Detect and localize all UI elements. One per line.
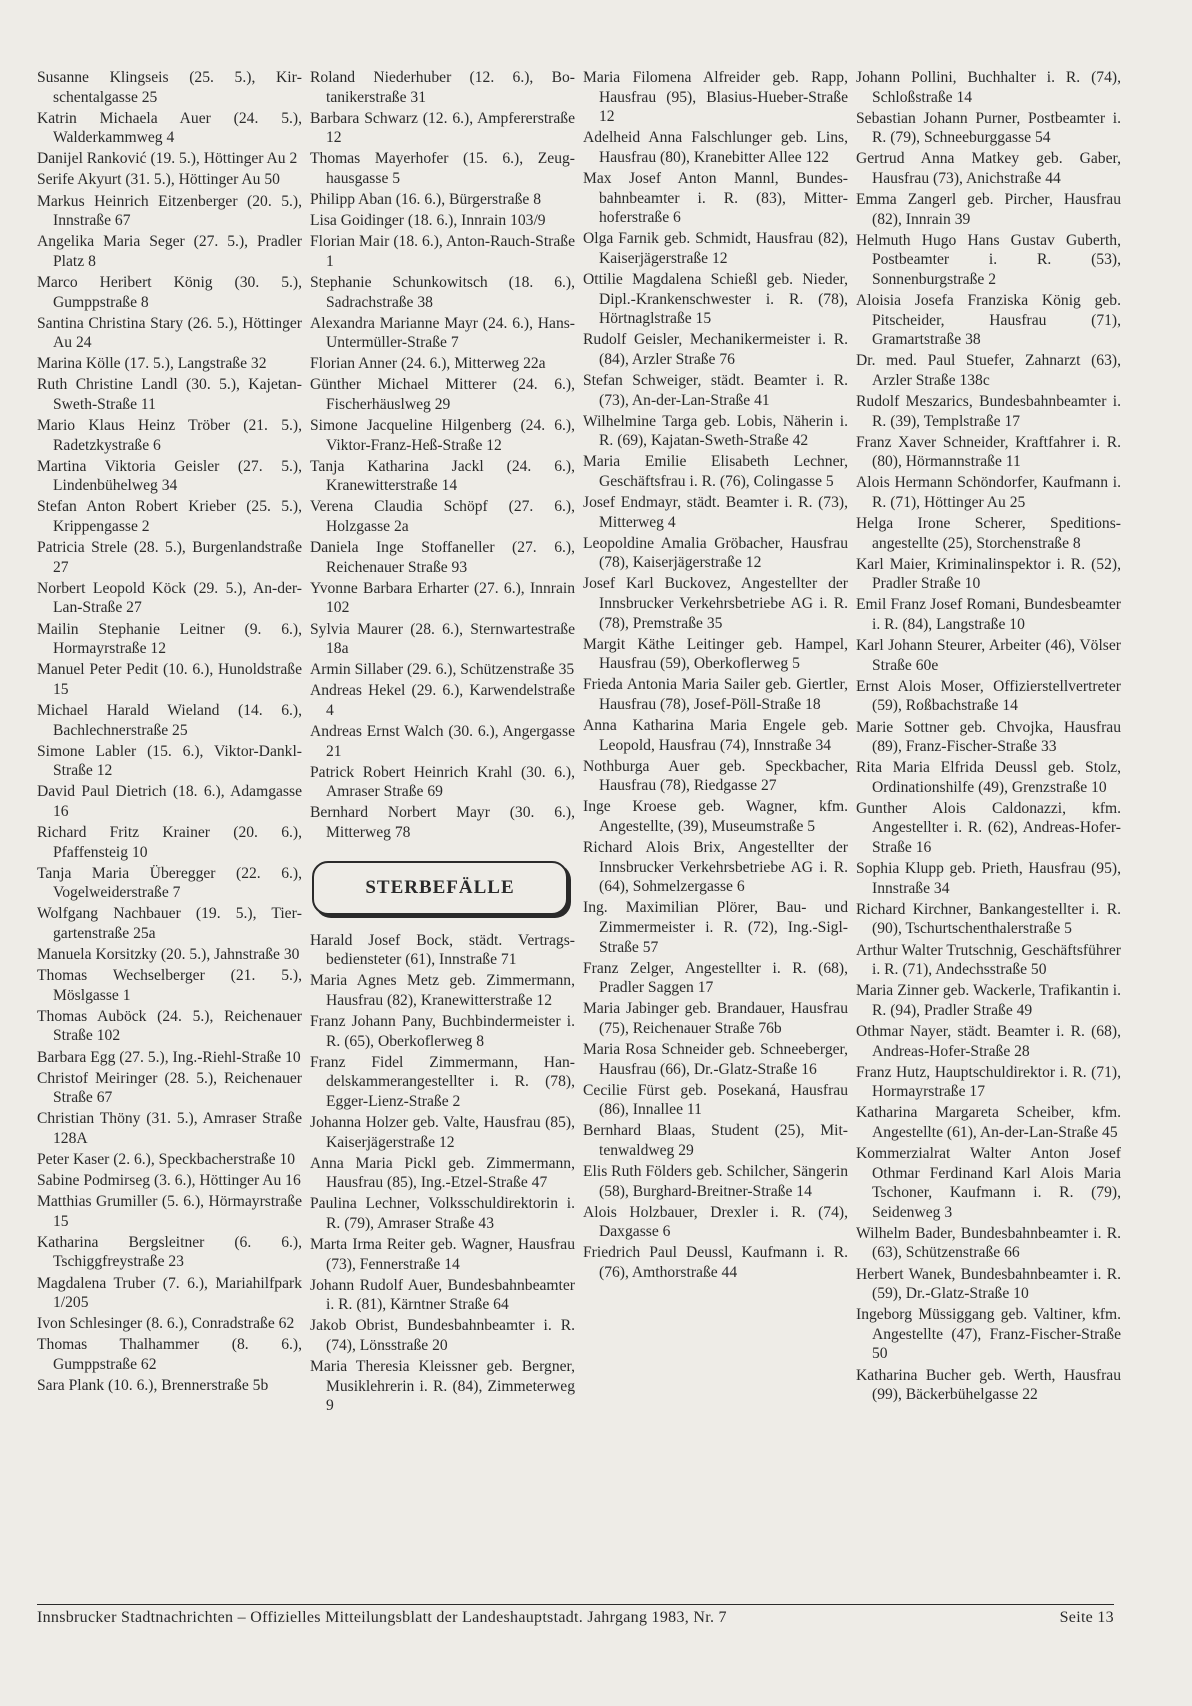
birth-entry: Thomas Mayerhofer (15. 6.), Zeughausgasse 5	[310, 150, 575, 187]
birth-entry: Ruth Christine Landl (30. 5.), Kajetan-Sweth-Straße 11	[37, 376, 302, 413]
death-entry: Arthur Walter Trutschnig, Geschäftsführer i. R. (71), Andechsstraße 50	[856, 941, 1121, 979]
footer-publication: Innsbrucker Stadtnachrichten – Offizielles Mitteilungsblatt der Landeshauptstadt. Jahrgang 1983, Nr. 7	[37, 1609, 727, 1626]
birth-entry: Patrick Robert Heinrich Krahl (30. 6.), Amraser Straße 69	[310, 763, 575, 801]
death-entry: Rita Maria Elfrida Deussl geb. Stolz, Ordinationshilfe (49), Grenzstraße 10	[856, 759, 1121, 796]
birth-entry: Barbara Schwarz (12. 6.), Ampfererstraße 12	[310, 109, 575, 147]
birth-entry: Katharina Bergsleitner (6. 6.), Tschiggfreystraße 23	[37, 1233, 302, 1271]
death-entry: Wilhelm Bader, Bundesbahnbeamter i. R. (63), Schützenstraße 66	[856, 1224, 1121, 1262]
death-entry: Johann Pollini, Buchhalter i. R. (74), Schloßstraße 14	[856, 69, 1121, 106]
birth-entry: Richard Fritz Krainer (20. 6.), Pfaffensteig 10	[37, 823, 302, 861]
birth-entry: Günther Michael Mitterer (24. 6.), Fischerhäuslweg 29	[310, 376, 575, 413]
birth-entry: Verena Claudia Schöpf (27. 6.), Holzgasse 2a	[310, 498, 575, 536]
death-entry: Elis Ruth Földers geb. Schilcher, Sängerin (58), Burghard-Breitner-Straße 14	[583, 1163, 848, 1200]
death-entry: Gertrud Anna Matkey geb. Gaber, Hausfrau (73), Anichstraße 44	[856, 150, 1121, 187]
deaths-list	[310, 931, 575, 1416]
death-entry: Adelheid Anna Falschlunger geb. Lins, Hausfrau (80), Kranebitter Allee 122	[583, 129, 848, 166]
birth-entry: Daniela Inge Stoffaneller (27. 6.), Reichenauer Straße 93	[310, 539, 575, 576]
death-entry: Johanna Holzer geb. Valte, Hausfrau (85), Kaiserjägerstraße 12	[310, 1113, 575, 1151]
death-entry: Sebastian Johann Purner, Postbeamter i. R. (79), Schneeburggasse 54	[856, 109, 1121, 147]
birth-entry: Andreas Hekel (29. 6.), Karwendelstraße 4	[310, 682, 575, 719]
death-entry: Franz Fidel Zimmermann, Handelskammerangestellter i. R. (78), Egger-Lienz-Straße 2	[310, 1053, 575, 1110]
birth-entry: Manuela Korsitzky (20. 5.), Jahnstraße 30	[37, 946, 300, 964]
death-entry: Margit Käthe Leitinger geb. Hampel, Hausfrau (59), Oberkoflerweg 5	[583, 635, 848, 673]
birth-entry: Christian Thöny (31. 5.), Amraser Straße 128A	[37, 1110, 302, 1147]
birth-entry: Simone Jacqueline Hilgenberg (24. 6.), Viktor-Franz-Heß-Straße 12	[310, 417, 575, 454]
birth-entry: Santina Christina Stary (26. 5.), Höttinger Au 24	[37, 314, 302, 352]
death-entry: Ernst Alois Moser, Offizierstellvertreter (59), Roßbachstraße 14	[856, 677, 1121, 715]
birth-entry: Florian Anner (24. 6.), Mitterweg 22a	[310, 355, 546, 373]
deaths-column-3	[583, 68, 848, 1284]
death-entry: Emil Franz Josef Romani, Bundesbeamter i. R. (84), Langstraße 10	[856, 596, 1121, 634]
birth-entry: Sylvia Maurer (28. 6.), Sternwartestraße 18a	[310, 620, 575, 658]
birth-entry: David Paul Dietrich (18. 6.), Adamgasse 16	[37, 783, 302, 820]
death-entry: Paulina Lechner, Volksschuldirektorin i. R. (79), Amraser Straße 43	[310, 1195, 575, 1232]
death-entry: Gunther Alois Caldonazzi, kfm. Angestellter i. R. (62), Andreas-Hofer-Straße 16	[856, 799, 1121, 857]
birth-entry: Sabine Podmirseg (3. 6.), Höttinger Au 16	[37, 1172, 301, 1190]
birth-entry: Marco Heribert König (30. 5.), Gumppstraße 8	[37, 273, 302, 311]
death-entry: Dr. med. Paul Stuefer, Zahnarzt (63), Arzler Straße 138c	[856, 352, 1121, 389]
birth-entry: Thomas Auböck (24. 5.), Reichenauer Straße 102	[37, 1007, 302, 1045]
death-entry: Marta Irma Reiter geb. Wagner, Hausfrau (73), Fennerstraße 14	[310, 1235, 575, 1273]
death-entry: Helmuth Hugo Hans Gustav Guberth, Postbeamter i. R. (53), Sonnenburgstraße 2	[856, 231, 1121, 288]
footer-rule	[37, 1604, 1114, 1605]
death-entry: Sophia Klupp geb. Prieth, Hausfrau (95), Innstraße 34	[856, 860, 1121, 897]
death-entry: Franz Johann Pany, Buchbindermeister i. R. (65), Oberkoflerweg 8	[310, 1012, 575, 1050]
death-entry: Max Josef Anton Mannl, Bundesbahnbeamter i. R. (83), Mitterhoferstraße 6	[583, 169, 848, 227]
birth-entry: Katrin Michaela Auer (24. 5.), Walderkammweg 4	[37, 109, 302, 147]
death-entry: Ingeborg Müssiggang geb. Valtiner, kfm. Angestellte (47), Franz-Fischer-Straße 50	[856, 1306, 1121, 1363]
birth-entry: Thomas Wechselberger (21. 5.), Möslgasse 1	[37, 967, 302, 1004]
death-entry: Emma Zangerl geb. Pircher, Hausfrau (82), Innrain 39	[856, 191, 1121, 228]
death-entry: Othmar Nayer, städt. Beamter i. R. (68), Andreas-Hofer-Straße 28	[856, 1022, 1121, 1060]
death-entry: Friedrich Paul Deussl, Kaufmann i. R. (76), Amthorstraße 44	[583, 1244, 848, 1282]
death-entry: Marie Sottner geb. Chvojka, Hausfrau (89), Franz-Fischer-Straße 33	[856, 718, 1121, 756]
birth-entry: Mailin Stephanie Leitner (9. 6.), Hormayrstraße 12	[37, 620, 302, 658]
birth-entry: Yvonne Barbara Erharter (27. 6.), Innrain 102	[310, 579, 575, 617]
birth-entry: Tanja Maria Überegger (22. 6.), Vogelweiderstraße 7	[37, 864, 302, 902]
birth-entry: Stefan Anton Robert Krieber (25. 5.), Krippengasse 2	[37, 498, 302, 536]
birth-entry: Alexandra Marianne Mayr (24. 6.), Hans-Untermüller-Straße 7	[310, 314, 575, 352]
birth-entry: Ivon Schlesinger (8. 6.), Conradstraße 62	[37, 1315, 295, 1333]
death-entry: Karl Maier, Kriminalinspektor i. R. (52), Pradler Straße 10	[856, 555, 1121, 593]
death-entry: Ottilie Magdalena Schießl geb. Nieder, Dipl.-Krankenschwester i. R. (78), Hörtnaglstraße 15	[583, 270, 848, 328]
death-entry: Rudolf Meszarics, Bundesbahnbeamter i. R. (39), Templstraße 17	[856, 393, 1121, 430]
death-entry: Karl Johann Steurer, Arbeiter (46), Völser Straße 60e	[856, 637, 1121, 674]
death-entry: Stefan Schweiger, städt. Beamter i. R. (73), An-der-Lan-Straße 41	[583, 371, 848, 409]
death-entry: Josef Endmayr, städt. Beamter i. R. (73), Mitterweg 4	[583, 493, 848, 531]
death-entry: Bernhard Blaas, Student (25), Mittenwaldweg 29	[583, 1122, 848, 1159]
birth-entry: Philipp Aban (16. 6.), Bürgerstraße 8	[310, 191, 541, 209]
birth-entry: Simone Labler (15. 6.), Viktor-Dankl-Straße 12	[37, 742, 302, 780]
birth-entry: Martina Viktoria Geisler (27. 5.), Lindenbühelweg 34	[37, 457, 302, 495]
births-column-2	[310, 68, 575, 1417]
death-entry: Katharina Margareta Scheiber, kfm. Angestellte (61), An-der-Lan-Straße 45	[856, 1104, 1121, 1141]
birth-entry: Roland Niederhuber (12. 6.), Botanikerstraße 31	[310, 69, 575, 106]
birth-entry: Christof Meiringer (28. 5.), Reichenauer Straße 67	[37, 1069, 302, 1107]
death-entry: Cecilie Fürst geb. Posekaná, Hausfrau (86), Innallee 11	[583, 1081, 848, 1119]
birth-entry: Magdalena Truber (7. 6.), Mariahilfpark 1/205	[37, 1274, 302, 1312]
death-entry: Helga Irone Scherer, Speditionsangestellte (25), Storchenstraße 8	[856, 515, 1121, 552]
death-entry: Leopoldine Amalia Gröbacher, Hausfrau (78), Kaiserjägerstraße 12	[583, 534, 848, 572]
death-entry: Maria Rosa Schneider geb. Schneeberger, Hausfrau (66), Dr.-Glatz-Straße 16	[583, 1041, 848, 1078]
death-entry: Jakob Obrist, Bundesbahnbeamter i. R. (74), Lönsstraße 20	[310, 1317, 575, 1354]
death-entry: Anna Maria Pickl geb. Zimmermann, Hausfrau (85), Ing.-Etzel-Straße 47	[310, 1154, 575, 1192]
birth-entry: Florian Mair (18. 6.), Anton-Rauch-Straße 1	[310, 233, 575, 270]
birth-entry: Armin Sillaber (29. 6.), Schützenstraße 35	[310, 661, 575, 679]
death-entry: Frieda Antonia Maria Sailer geb. Giertler, Hausfrau (78), Josef-Pöll-Straße 18	[583, 676, 848, 713]
birth-entry: Tanja Katharina Jackl (24. 6.), Kranewitterstraße 14	[310, 457, 575, 495]
birth-entry: Manuel Peter Pedit (10. 6.), Hunoldstraße 15	[37, 661, 302, 698]
death-entry: Maria Agnes Metz geb. Zimmermann, Hausfrau (82), Kranewitterstraße 12	[310, 972, 575, 1009]
death-entry: Wilhelmine Targa geb. Lobis, Näherin i. R. (69), Kajatan-Sweth-Straße 42	[583, 412, 848, 450]
death-entry: Aloisia Josefa Franziska König geb. Pitscheider, Hausfrau (71), Gramartstraße 38	[856, 292, 1121, 349]
death-entry: Maria Emilie Elisabeth Lechner, Geschäftsfrau i. R. (76), Colingasse 5	[583, 453, 848, 490]
death-entry: Alois Hermann Schöndorfer, Kaufmann i. R. (71), Höttinger Au 25	[856, 474, 1121, 511]
birth-entry: Serife Akyurt (31. 5.), Höttinger Au 50	[37, 171, 280, 189]
death-entry: Ing. Maximilian Plörer, Bau- und Zimmermeister i. R. (72), Ing.-Sigl-Straße 57	[583, 899, 848, 956]
death-entry: Richard Kirchner, Bankangestellter i. R. (90), Tschurtschenthalerstraße 5	[856, 900, 1121, 938]
death-entry: Rudolf Geisler, Mechanikermeister i. R. (84), Arzler Straße 76	[583, 331, 848, 368]
birth-entry: Susanne Klingseis (25. 5.), Kirschentalgasse 25	[37, 69, 302, 106]
birth-entry: Mario Klaus Heinz Tröber (21. 5.), Radetzkystraße 6	[37, 417, 302, 454]
death-entry: Harald Josef Bock, städt. Vertragsbediensteter (61), Innstraße 71	[310, 931, 575, 969]
death-entry: Maria Jabinger geb. Brandauer, Hausfrau (75), Reichenauer Straße 76b	[583, 1000, 848, 1037]
birth-entry: Patricia Strele (28. 5.), Burgenlandstraße 27	[37, 539, 302, 576]
death-entry: Kommerzialrat Walter Anton Josef Othmar Ferdinand Karl Alois Maria Tschoner, Kaufmann i. R. (79), Seidenweg 3	[856, 1144, 1121, 1221]
birth-entry: Matthias Grumiller (5. 6.), Hörmayrstraße 15	[37, 1193, 302, 1230]
birth-entry: Barbara Egg (27. 5.), Ing.-Riehl-Straße 10	[37, 1048, 301, 1066]
birth-entry: Angelika Maria Seger (27. 5.), Pradler Platz 8	[37, 233, 302, 270]
births-list	[310, 68, 575, 843]
birth-entry: Norbert Leopold Köck (29. 5.), An-der-Lan-Straße 27	[37, 579, 302, 617]
birth-entry: Stephanie Schunkowitsch (18. 6.), Sadrachstraße 38	[310, 273, 575, 311]
death-entry: Franz Hutz, Hauptschuldirektor i. R. (71), Hormayrstraße 17	[856, 1063, 1121, 1101]
death-entry: Olga Farnik geb. Schmidt, Hausfrau (82), Kaiserjägerstraße 12	[583, 230, 848, 267]
death-entry: Nothburga Auer geb. Speckbacher, Hausfrau (78), Riedgasse 27	[583, 757, 848, 795]
death-entry: Johann Rudolf Auer, Bundesbahnbeamter i. R. (81), Kärntner Straße 64	[310, 1276, 575, 1314]
death-entry: Josef Karl Buckovez, Angestellter der Innsbrucker Verkehrsbetriebe AG i. R. (78), Premstraße 35	[583, 575, 848, 632]
birth-entry: Danijel Ranković (19. 5.), Höttinger Au 2	[37, 150, 298, 168]
birth-entry: Michael Harald Wieland (14. 6.), Bachlechnerstraße 25	[37, 701, 302, 739]
death-entry: Maria Filomena Alfreider geb. Rapp, Hausfrau (95), Blasius-Hueber-Straße 12	[583, 69, 848, 126]
death-entry: Alois Holzbauer, Drexler i. R. (74), Daxgasse 6	[583, 1203, 848, 1241]
birth-entry: Thomas Thalhammer (8. 6.), Gumppstraße 62	[37, 1336, 302, 1373]
death-entry: Franz Xaver Schneider, Kraftfahrer i. R. (80), Hörmannstraße 11	[856, 433, 1121, 471]
birth-entry: Bernhard Norbert Mayr (30. 6.), Mitterweg 78	[310, 804, 575, 841]
birth-entry: Lisa Goidinger (18. 6.), Innrain 103/9	[310, 212, 546, 230]
death-entry: Katharina Bucher geb. Werth, Hausfrau (99), Bäckerbühelgasse 22	[856, 1366, 1121, 1404]
birth-entry: Markus Heinrich Eitzenberger (20. 5.), Innstraße 67	[37, 192, 302, 230]
page-footer	[37, 1609, 1114, 1627]
death-entry: Richard Alois Brix, Angestellter der Innsbrucker Verkehrsbetriebe AG i. R. (64), Sohmelzergasse 6	[583, 839, 848, 896]
birth-entry: Marina Kölle (17. 5.), Langstraße 32	[37, 355, 267, 373]
death-entry: Maria Theresia Kleissner geb. Bergner, Musiklehrerin i. R. (84), Zimmeterweg 9	[310, 1358, 575, 1415]
births-column-1	[37, 68, 302, 1397]
birth-entry: Andreas Ernst Walch (30. 6.), Angergasse 21	[310, 723, 575, 760]
birth-entry: Wolfgang Nachbauer (19. 5.), Tiergartenstraße 25a	[37, 905, 302, 942]
section-heading-box	[312, 861, 568, 915]
death-entry: Inge Kroese geb. Wagner, kfm. Angestellte, (39), Museumstraße 5	[583, 798, 848, 835]
birth-entry: Sara Plank (10. 6.), Brennerstraße 5b	[37, 1377, 269, 1394]
birth-entry: Peter Kaser (2. 6.), Speckbacherstraße 10	[37, 1150, 296, 1168]
death-entry: Anna Katharina Maria Engele geb. Leopold, Hausfrau (74), Innstraße 34	[583, 717, 848, 754]
death-entry: Maria Zinner geb. Wackerle, Trafikantin i. R. (94), Pradler Straße 49	[856, 982, 1121, 1019]
deaths-heading: STERBEFÄLLE	[365, 876, 515, 898]
deaths-column-4	[856, 68, 1121, 1406]
death-entry: Herbert Wanek, Bundesbahnbeamter i. R. (59), Dr.-Glatz-Straße 10	[856, 1265, 1121, 1303]
footer-page-number: Seite 13	[1059, 1609, 1114, 1626]
death-entry: Franz Zelger, Angestellter i. R. (68), Pradler Saggen 17	[583, 959, 848, 997]
